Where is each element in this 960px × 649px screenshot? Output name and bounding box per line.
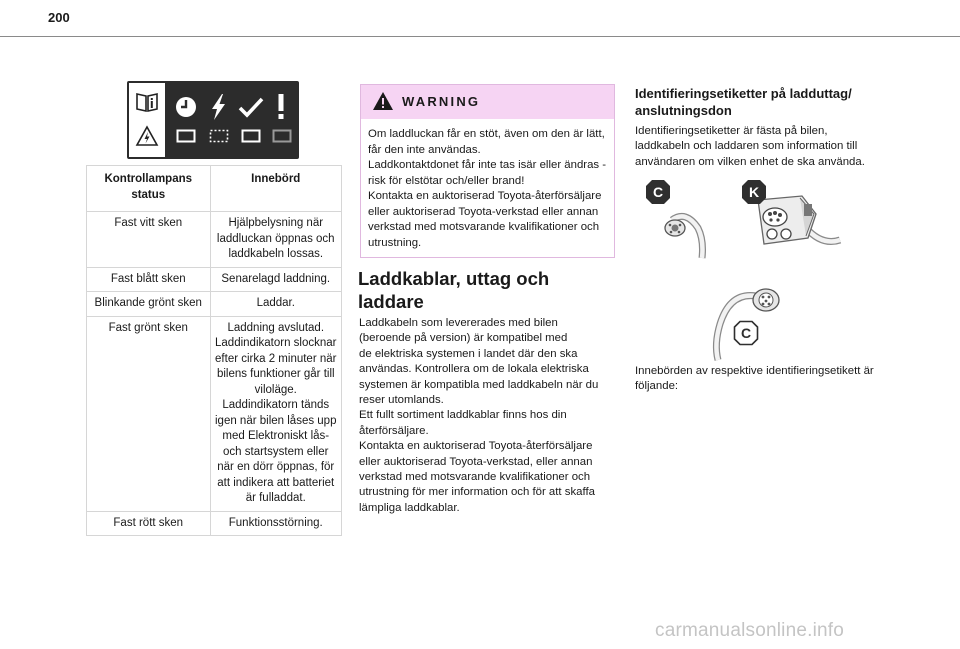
status-lamp-white-icon bbox=[176, 129, 196, 143]
table-row bbox=[87, 316, 342, 511]
labels-heading: Identifieringsetiketter på ladduttag/ anslutningsdon bbox=[635, 86, 852, 118]
table-header-row bbox=[87, 166, 342, 212]
label-k-icon bbox=[741, 179, 767, 205]
label-k-text: K bbox=[748, 184, 760, 200]
warning-body bbox=[361, 119, 614, 257]
label-c-outline-icon bbox=[733, 320, 759, 346]
table-row bbox=[87, 267, 342, 292]
warning-title: WARNING bbox=[402, 94, 481, 109]
label-c-text: C bbox=[652, 184, 664, 200]
charging-indicator-image bbox=[127, 81, 299, 159]
meaning-cell: Senarelagd laddning. bbox=[210, 267, 342, 292]
cables-heading: Laddkablar, uttag och laddare bbox=[358, 268, 550, 312]
column-header-meaning: Innebörd bbox=[210, 166, 342, 212]
info-book-icon bbox=[135, 91, 159, 113]
indicator-status-table bbox=[86, 165, 342, 536]
status-lamp-blue-icon bbox=[209, 129, 229, 143]
page-number: 200 bbox=[48, 10, 70, 25]
label-c-outline-text: C bbox=[740, 325, 752, 341]
table-row bbox=[87, 292, 342, 317]
meaning-cell: Laddning avslutad. Laddindikatorn slocknar efter cirka 2 minuter när bilens funktioner går till viloläge. Laddindikatorn tänds igen när bilen låses upp med Elektroniskt lås- och startsystem eller när en dörr öppnas, för att indikera att batteriet är fulladdat. bbox=[210, 316, 342, 511]
meaning-cell: Laddar. bbox=[210, 292, 342, 317]
watermark: carmanualsonline.info bbox=[655, 620, 845, 641]
status-lamp-red-icon bbox=[272, 129, 292, 143]
table-row bbox=[87, 511, 342, 536]
warning-header bbox=[361, 85, 614, 119]
label-c-icon bbox=[645, 179, 671, 205]
labels-meaning-text: Innebörden av respektive identifieringsetikett är följande: bbox=[635, 365, 874, 393]
status-cell: Fast grönt sken bbox=[87, 316, 211, 511]
status-cell: Fast blått sken bbox=[87, 267, 211, 292]
labels-body-text: Identifieringsetiketter är fästa på bilen, laddkabeln och laddaren som information till användaren om vilken enhet de ska använda. bbox=[635, 125, 865, 168]
warning-text: Om laddluckan får en stöt, även om den är lätt, får den inte användas. Laddkontaktdonet får inte tas isär eller ändras - risk för elstötar och/eller brand! Kontakta en auktoriserad Toyota-återförsäljare eller auktoriserad Toyota-verkstad eller annan verkstad med motsvarande kvalifikationer och utrustning. bbox=[368, 128, 607, 249]
warning-box bbox=[360, 84, 615, 258]
status-cell: Fast rött sken bbox=[87, 511, 211, 536]
status-lamp-green-icon bbox=[241, 129, 261, 143]
warning-triangle-icon bbox=[372, 91, 394, 111]
table-row bbox=[87, 212, 342, 268]
cables-body-text: Laddkabeln som levererades med bilen (beroende på version) är kompatibel med de elektriska systemen i landet där den ska användas. Kontrollera om de lokala elektriska systemen är kompatibla med laddkabeln när du reser utomlands. Ett fullt sortiment laddkablar finns hos din återförsäljare. Kontakta en auktoriserad Toyota-återförsäljare eller auktoriserad Toyota-verkstad, eller annan verkstad med motsvarande kvalifikationer och utrustning för mer information och för att skaffa lämpliga laddkablar. bbox=[359, 317, 599, 514]
column-header-status: Kontrollampans status bbox=[87, 166, 211, 212]
checkmark-icon bbox=[238, 95, 264, 119]
charging-hazard-icon bbox=[135, 125, 159, 147]
timer-clock-icon bbox=[174, 95, 198, 119]
meaning-cell: Hjälpbelysning när laddluckan öppnas och laddkabeln lossas. bbox=[210, 212, 342, 268]
meaning-cell: Funktionsstörning. bbox=[210, 511, 342, 536]
exclamation-icon bbox=[275, 93, 287, 121]
header-rule bbox=[0, 36, 960, 37]
status-cell: Blinkande grönt sken bbox=[87, 292, 211, 317]
lightning-icon bbox=[207, 93, 229, 121]
status-cell: Fast vitt sken bbox=[87, 212, 211, 268]
